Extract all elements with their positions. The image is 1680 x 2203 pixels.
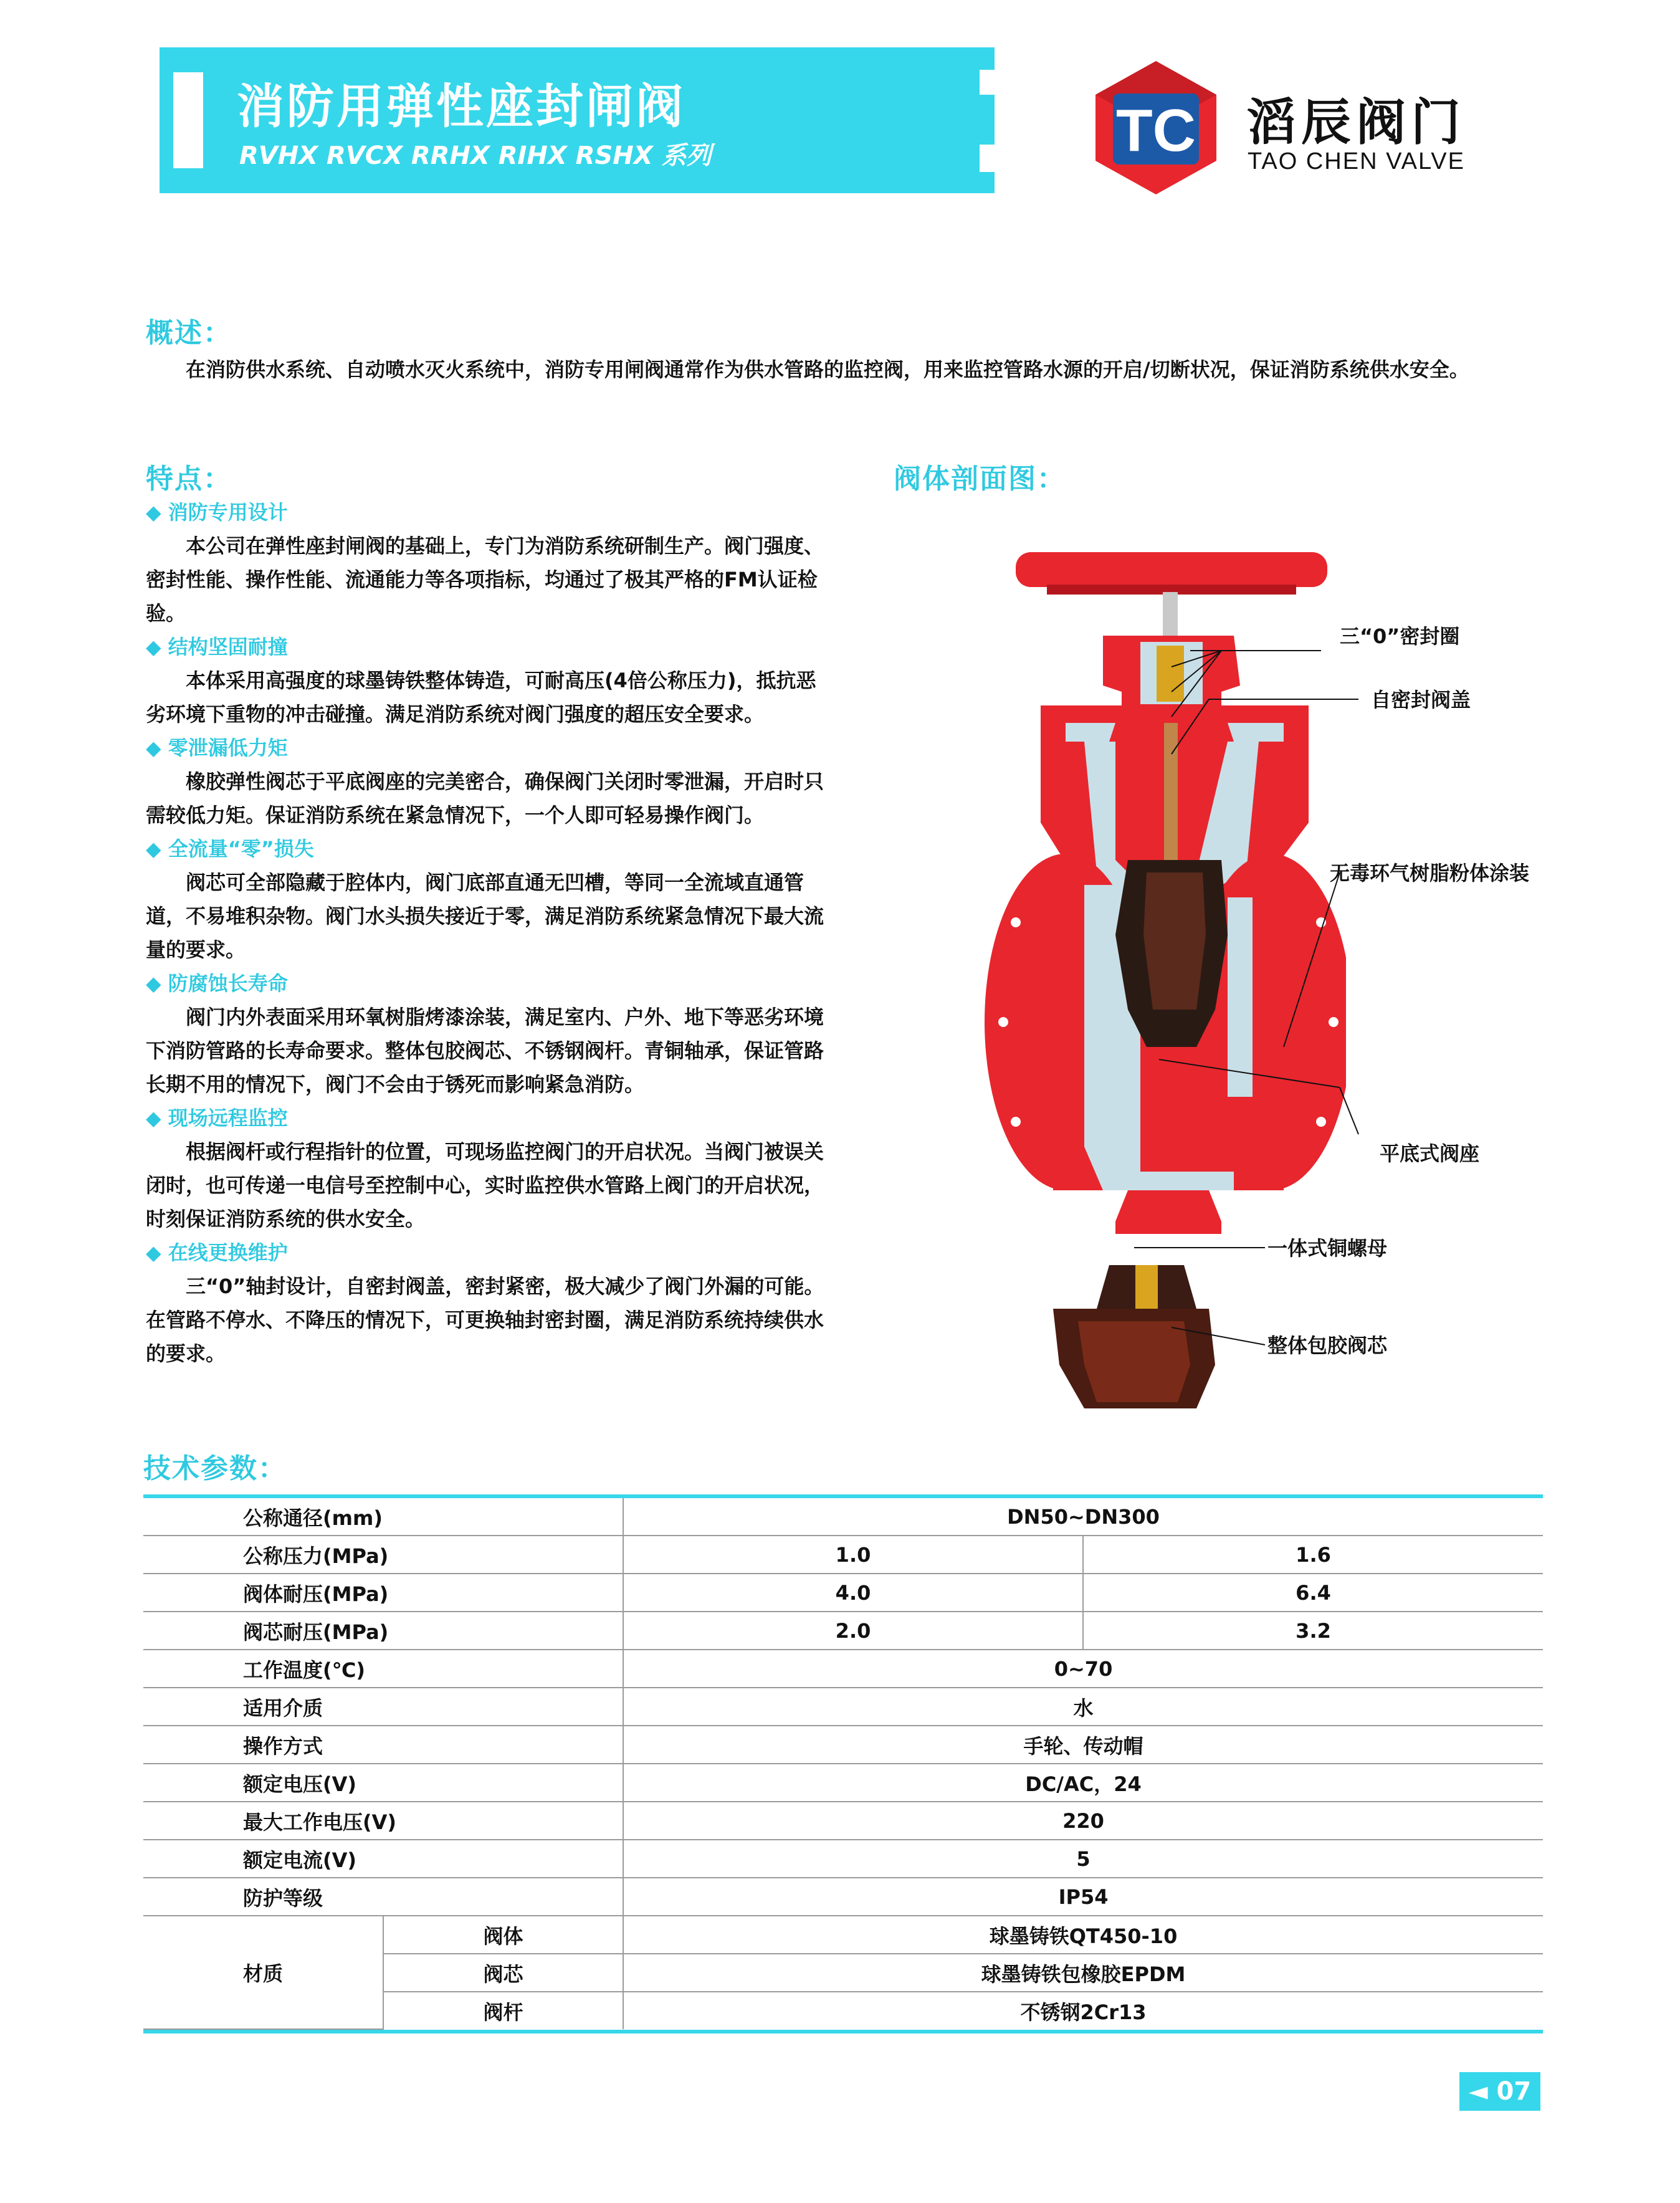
brand-name-en: TAO CHEN VALVE bbox=[1248, 148, 1465, 174]
table-row bbox=[143, 1498, 1543, 1536]
spec-value: 球墨铸铁QT450-10 bbox=[623, 1916, 1543, 1954]
feature-item bbox=[146, 1236, 825, 1370]
spec-sublabel: 阀杆 bbox=[383, 1992, 623, 2029]
table-row bbox=[143, 1878, 1543, 1916]
spec-value: 4.0 bbox=[623, 1574, 1083, 1612]
callout-nut: 一体式铜螺母 bbox=[1267, 1236, 1388, 1260]
spec-value: 球墨铸铁包橡胶EPDM bbox=[623, 1954, 1543, 1992]
specs-heading: 技术参数： bbox=[143, 1453, 287, 1484]
callout-seat: 平底式阀座 bbox=[1380, 1142, 1480, 1165]
brand-name-cn: 滔辰阀门 bbox=[1246, 93, 1466, 151]
feature-body: 本体采用高强度的球墨铸铁整体铸造，可耐高压(4倍公称压力)，抵抗恶劣环境下重物的冲击碰撞。满足消防系统对阀门强度的超压安全要求。 bbox=[146, 669, 816, 726]
overview-heading: 概述： bbox=[146, 317, 232, 349]
bronze-nut-detail-icon bbox=[1097, 1265, 1196, 1309]
spec-label: 阀体耐压(MPa) bbox=[143, 1574, 623, 1612]
spec-value: 220 bbox=[623, 1802, 1543, 1840]
spec-value: 3.2 bbox=[1083, 1612, 1543, 1650]
spec-label: 工作温度(℃) bbox=[143, 1650, 623, 1688]
spec-value: DN50~DN300 bbox=[623, 1498, 1543, 1536]
spec-value: 手轮、传动帽 bbox=[623, 1726, 1543, 1764]
series-subtitle: RVHX RVCX RRHX RIHX RSHX 系列 bbox=[239, 141, 712, 170]
table-row bbox=[143, 1726, 1543, 1764]
page-title: 消防用弹性座封闸阀 bbox=[237, 79, 685, 134]
feature-title: ◆ 结构坚固耐撞 bbox=[146, 635, 288, 659]
logo-text: TC bbox=[1116, 97, 1196, 164]
spec-value: 5 bbox=[623, 1840, 1543, 1878]
spec-value: IP54 bbox=[623, 1878, 1543, 1916]
table-row bbox=[143, 1536, 1543, 1574]
specs-table bbox=[143, 1494, 1543, 2033]
feature-title: ◆ 现场远程监控 bbox=[146, 1106, 288, 1130]
features-heading: 特点： bbox=[146, 463, 232, 495]
callout-bonnet: 自密封阀盖 bbox=[1371, 688, 1471, 712]
feature-body: 本公司在弹性座封闸阀的基础上，专门为消防系统研制生产。阀门强度、密封性能、操作性能、流通能力等各项指标，均通过了极其严格的FM认证检验。 bbox=[146, 534, 824, 625]
table-row bbox=[143, 1916, 1543, 1954]
spec-label: 防护等级 bbox=[143, 1878, 623, 1916]
spec-label: 额定电流(V) bbox=[143, 1840, 623, 1878]
table-row bbox=[143, 1688, 1543, 1726]
spec-value: 2.0 bbox=[623, 1612, 1083, 1650]
rubber-wedge-detail-icon bbox=[1053, 1309, 1215, 1408]
feature-item bbox=[146, 967, 825, 1101]
spec-value: DC/AC，24 bbox=[623, 1764, 1543, 1802]
feature-body: 三“0”轴封设计，自密封阀盖，密封紧密，极大减少了阀门外漏的可能。在管路不停水、不降压的情况下，可更换轴封密封圈，满足消防系统持续供水的要求。 bbox=[146, 1274, 824, 1365]
feature-title: ◆ 全流量“零”损失 bbox=[146, 837, 314, 861]
features-list bbox=[146, 495, 825, 1370]
table-row bbox=[143, 1574, 1543, 1612]
valve-cross-section-diagram bbox=[960, 536, 1346, 1421]
table-row bbox=[143, 1612, 1543, 1650]
feature-body: 阀芯可全部隐藏于腔体内，阀门底部直通无凹槽，等同一全流域直通管道，不易堆积杂物。阀门水头损失接近于零，满足消防系统紧急情况下最大流量的要求。 bbox=[146, 871, 824, 962]
table-row bbox=[143, 1650, 1543, 1688]
diagram-heading: 阀体剖面图： bbox=[894, 463, 1066, 495]
table-row bbox=[143, 1764, 1543, 1802]
spec-label: 额定电压(V) bbox=[143, 1764, 623, 1802]
feature-body: 橡胶弹性阀芯于平底阀座的完美密合，确保阀门关闭时零泄漏，开启时只需较低力矩。保证消防系统在紧急情况下，一个人即可轻易操作阀门。 bbox=[146, 770, 824, 827]
spec-value: 不锈钢2Cr13 bbox=[623, 1992, 1543, 2029]
feature-item bbox=[146, 630, 825, 731]
callout-wedge: 整体包胶阀芯 bbox=[1267, 1334, 1388, 1357]
tc-logo-icon bbox=[1084, 56, 1228, 199]
spec-sublabel: 阀芯 bbox=[383, 1954, 623, 1992]
feature-title: ◆ 防腐蚀长寿命 bbox=[146, 972, 288, 995]
spec-label: 适用介质 bbox=[143, 1688, 623, 1726]
spec-label: 公称压力(MPa) bbox=[143, 1536, 623, 1574]
spec-sublabel: 阀体 bbox=[383, 1916, 623, 1954]
spec-label: 操作方式 bbox=[143, 1726, 623, 1764]
feature-item bbox=[146, 731, 825, 832]
page-number: ◄ 07 bbox=[1459, 2072, 1540, 2111]
table-row bbox=[143, 1802, 1543, 1840]
callout-coating: 无毒环气树脂粉体涂装 bbox=[1330, 861, 1530, 885]
spec-value: 6.4 bbox=[1083, 1574, 1543, 1612]
feature-item bbox=[146, 495, 825, 630]
handwheel-icon bbox=[1016, 552, 1327, 587]
title-banner bbox=[160, 47, 995, 193]
table-row bbox=[143, 1840, 1543, 1878]
overview-text: 在消防供水系统、自动喷水灭火系统中，消防专用闸阀通常作为供水管路的监控阀，用来监控管路水源的开启/切断状况，保证消防系统供水安全。 bbox=[186, 358, 1469, 381]
feature-title: ◆ 消防专用设计 bbox=[146, 500, 288, 524]
spec-value: 水 bbox=[623, 1688, 1543, 1726]
spec-value: 0~70 bbox=[623, 1650, 1543, 1688]
feature-body: 阀门内外表面采用环氧树脂烤漆涂装，满足室内、户外、地下等恶劣环境下消防管路的长寿命要求。整体包胶阀芯、不锈钢阀杆。青铜轴承，保证管路长期不用的情况下，阀门不会由于锈死而影响紧急消防。 bbox=[146, 1005, 824, 1096]
feature-title: ◆ 在线更换维护 bbox=[146, 1241, 288, 1264]
feature-title: ◆ 零泄漏低力矩 bbox=[146, 736, 288, 760]
spec-label: 公称通径(mm) bbox=[143, 1498, 623, 1536]
spec-label: 材质 bbox=[143, 1916, 383, 2029]
feature-body: 根据阀杆或行程指针的位置，可现场监控阀门的开启状况。当阀门被误关闭时，也可传递一电信号至控制中心，实时监控供水管路上阀门的开启状况，时刻保证消防系统的供水安全。 bbox=[146, 1140, 824, 1231]
spec-label: 最大工作电压(V) bbox=[143, 1802, 623, 1840]
spec-value: 1.0 bbox=[623, 1536, 1083, 1574]
feature-item bbox=[146, 832, 825, 967]
spec-label: 阀芯耐压(MPa) bbox=[143, 1612, 623, 1650]
callout-o-ring: 三“0”密封圈 bbox=[1340, 624, 1460, 648]
feature-item bbox=[146, 1101, 825, 1236]
spec-value: 1.6 bbox=[1083, 1536, 1543, 1574]
